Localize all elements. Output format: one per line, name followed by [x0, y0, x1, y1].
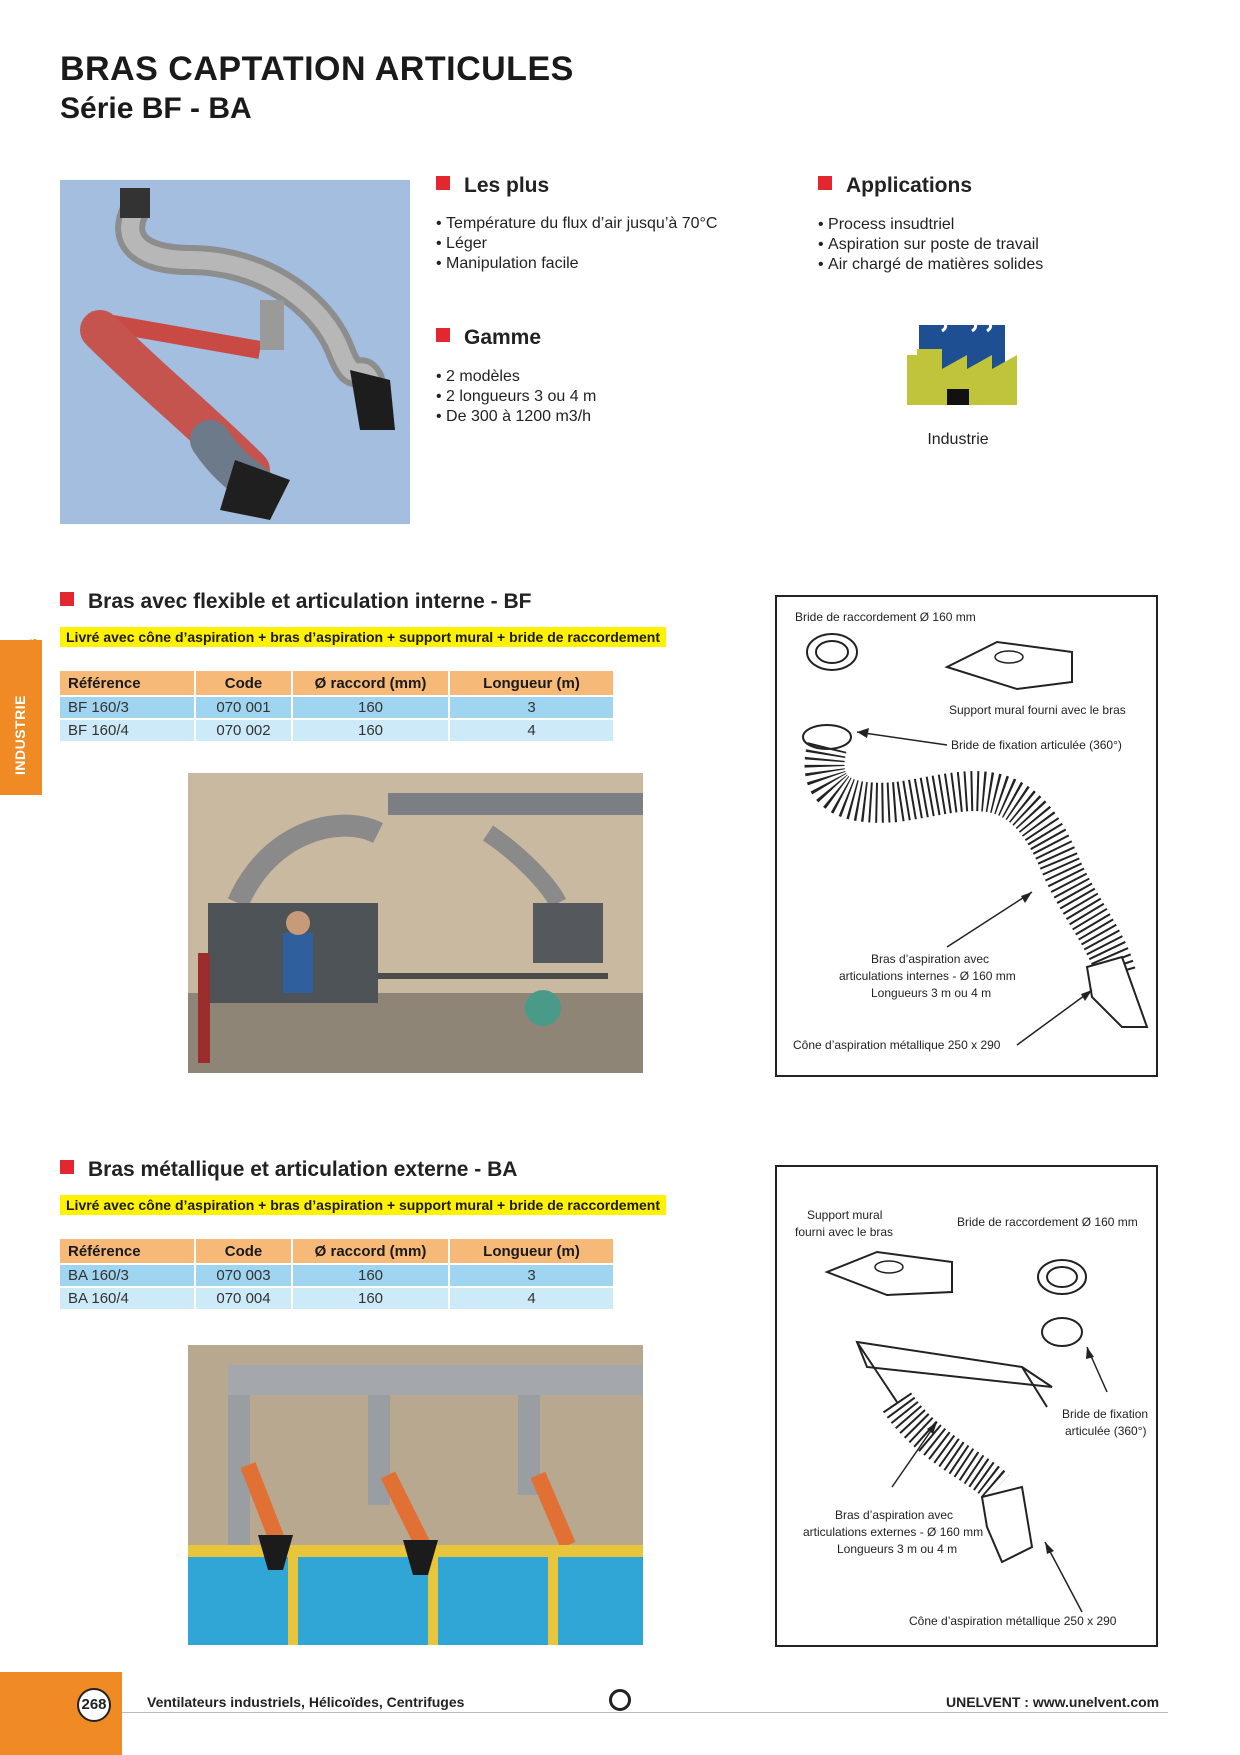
col-header-code: Code — [196, 1239, 291, 1263]
bf-delivery-note: Livré avec cône d’aspiration + bras d’aspiration + support mural + bride de raccordement — [60, 627, 666, 647]
bf-label-flange: Bride de raccordement Ø 160 mm — [795, 610, 976, 624]
col-header-reference: Référence — [60, 1239, 194, 1263]
table-row — [60, 1288, 613, 1309]
industry-label: Industrie — [927, 431, 989, 448]
bf-label-cone: Cône d’aspiration métallique 250 x 290 — [793, 1038, 1001, 1052]
cell-length: 4 — [450, 1288, 613, 1309]
footer-category-text: Ventilateurs industriels, Hélicoïdes, Centrifuges — [147, 1694, 465, 1710]
bf-diagram — [775, 595, 1158, 1077]
ba-label-flange: Bride de raccordement Ø 160 mm — [957, 1215, 1138, 1229]
les-plus-list — [436, 214, 717, 274]
page-number: 268 — [77, 1688, 111, 1722]
footer-divider — [122, 1712, 1168, 1713]
bf-label-support: Support mural fourni avec le bras — [949, 703, 1126, 717]
list-item: • Température du flux d’air jusqu’à 70°C — [436, 214, 717, 234]
cell-length: 3 — [450, 697, 613, 718]
ba-label-arm-1: Bras d’aspiration avec — [835, 1508, 954, 1522]
ba-label-joint-1: Bride de fixation — [1062, 1407, 1149, 1421]
bf-label-joint: Bride de fixation articulée (360°) — [951, 738, 1122, 752]
ba-title: Bras métallique et articulation externe - BA — [88, 1158, 518, 1181]
list-item: • Manipulation facile — [436, 254, 717, 274]
bf-heading — [60, 590, 531, 614]
ba-label-support-2: fourni avec le bras — [795, 1225, 894, 1239]
cell-code: 070 001 — [196, 697, 291, 718]
cell-length: 4 — [450, 720, 613, 741]
red-square-icon — [436, 328, 450, 342]
ba-spec-table — [58, 1237, 615, 1311]
cell-diameter: 160 — [293, 697, 448, 718]
les-plus-heading — [436, 174, 549, 198]
list-item: • Air chargé de matières solides — [818, 255, 1043, 275]
ba-delivery-note: Livré avec cône d’aspiration + bras d’aspiration + support mural + bride de raccordement — [60, 1195, 666, 1215]
list-item: • Aspiration sur poste de travail — [818, 235, 1043, 255]
ba-diagram — [775, 1165, 1158, 1647]
footer-brand: UNELVENT : www.unelvent.com — [946, 1694, 1160, 1710]
les-plus-title: Les plus — [464, 174, 550, 197]
cell-code: 070 004 — [196, 1288, 291, 1309]
ba-label-joint-2: articulée (360°) — [1065, 1424, 1147, 1438]
gamme-list — [436, 367, 596, 427]
side-tab-section-label: INDUSTRIE — [12, 695, 28, 775]
factory-icon — [907, 325, 1017, 415]
col-header-diameter: Ø raccord (mm) — [293, 1239, 448, 1263]
page-subtitle: Série BF - BA — [60, 92, 252, 125]
applications-heading — [818, 174, 972, 198]
list-item: • 2 longueurs 3 ou 4 m — [436, 387, 596, 407]
red-square-icon — [818, 176, 832, 190]
red-square-icon — [436, 176, 450, 190]
registration-mark-icon — [609, 1689, 631, 1711]
cell-code: 070 003 — [196, 1265, 291, 1286]
ba-label-cone: Cône d’aspiration métallique 250 x 290 — [909, 1614, 1117, 1628]
side-tab-section — [0, 640, 42, 795]
bf-label-arm-2: articulations internes - Ø 160 mm — [839, 969, 1016, 983]
cell-length: 3 — [450, 1265, 613, 1286]
col-header-diameter: Ø raccord (mm) — [293, 671, 448, 695]
bf-title: Bras avec flexible et articulation interne - BF — [88, 590, 532, 613]
ba-workshop-photo — [188, 1345, 643, 1645]
red-square-icon — [60, 1160, 74, 1174]
bf-workshop-photo — [188, 773, 643, 1073]
bf-diagram-drawing — [777, 597, 1156, 1075]
ba-heading — [60, 1158, 517, 1182]
product-photo — [60, 180, 410, 524]
ba-label-arm-2: articulations externes - Ø 160 mm — [803, 1525, 984, 1539]
cell-diameter: 160 — [293, 1265, 448, 1286]
gamme-heading — [436, 326, 541, 350]
bf-label-arm-3: Longueurs 3 m ou 4 m — [871, 986, 992, 1000]
ba-label-support-1: Support mural — [807, 1208, 883, 1222]
red-square-icon — [60, 592, 74, 606]
ba-label-arm-3: Longueurs 3 m ou 4 m — [837, 1542, 958, 1556]
applications-title: Applications — [846, 174, 973, 197]
bf-spec-table — [58, 669, 615, 743]
cell-code: 070 002 — [196, 720, 291, 741]
cell-diameter: 160 — [293, 720, 448, 741]
col-header-length: Longueur (m) — [450, 671, 613, 695]
col-header-length: Longueur (m) — [450, 1239, 613, 1263]
cell-reference: BA 160/3 — [60, 1265, 194, 1286]
list-item: • Process insudtriel — [818, 215, 1043, 235]
table-row — [60, 1265, 613, 1286]
table-row — [60, 720, 613, 741]
col-header-reference: Référence — [60, 671, 194, 695]
list-item: • Léger — [436, 234, 717, 254]
list-item: • 2 modèles — [436, 367, 596, 387]
cell-diameter: 160 — [293, 1288, 448, 1309]
col-header-code: Code — [196, 671, 291, 695]
cell-reference: BF 160/4 — [60, 720, 194, 741]
applications-list — [818, 215, 1043, 275]
gamme-title: Gamme — [464, 326, 542, 349]
table-row — [60, 697, 613, 718]
bf-label-arm-1: Bras d’aspiration avec — [871, 952, 990, 966]
page-title: BRAS CAPTATION ARTICULES — [60, 50, 574, 88]
cell-reference: BF 160/3 — [60, 697, 194, 718]
list-item: • De 300 à 1200 m3/h — [436, 407, 596, 427]
cell-reference: BA 160/4 — [60, 1288, 194, 1309]
